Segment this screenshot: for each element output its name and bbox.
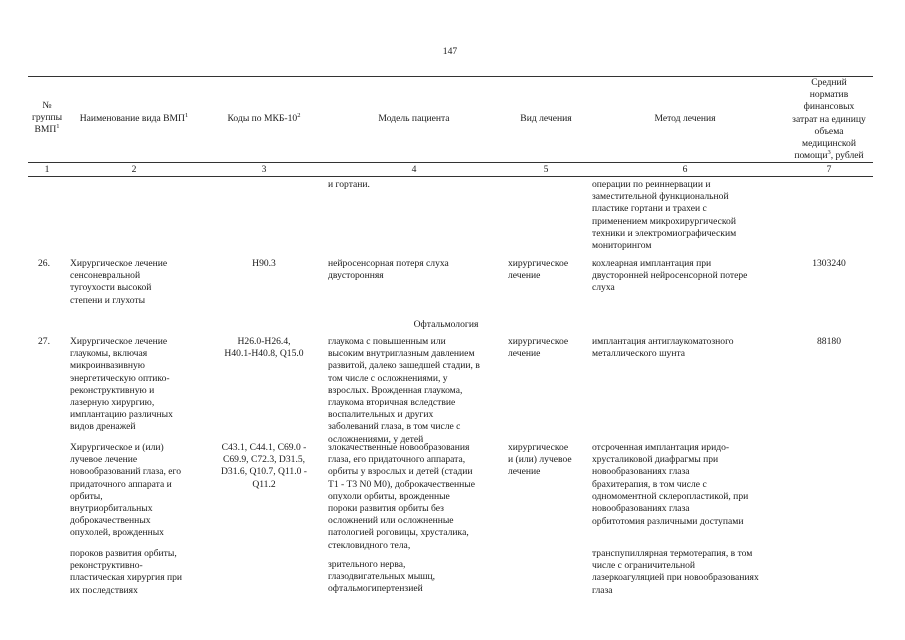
header-icd-codes <box>206 113 322 125</box>
row-number: 26. <box>38 258 50 269</box>
patient-model: глаукома с повышенным или высоким внутриглазным давлением развитой, далеко зашедшей стадии, в том числе с осложнениями, у взрослых. Врожденная глаукома, глаукома вторичная вследствие воспалительных и других заболеваний глаза, в том числе с осложнениями, у детей <box>328 336 480 445</box>
section-title: Офтальмология <box>413 319 479 330</box>
treatment-method: имплантация антиглаукоматозного металлического шунта <box>592 336 734 360</box>
treatment-type: хирургическое и (или) лучевое лечение <box>508 442 572 478</box>
icd-codes: H26.0-H26.4, H40.1-H40.8, Q15.0 <box>224 336 304 360</box>
patient-model-continued: зрительного нерва, глазодвигательных мышц, офтальмогипертензией <box>328 559 436 595</box>
cost-value: 88180 <box>817 336 841 347</box>
treatment-method: кохлеарная имплантация при двусторонней нейросенсорной потере слуха <box>592 258 748 294</box>
header-vmp-name <box>66 113 202 125</box>
cont-patient-model: и гортани. <box>328 179 370 190</box>
vmp-name: Хирургическое лечение сенсоневральной тугоухости высокой степени и глухоты <box>70 258 168 306</box>
footnote-mark: 2 <box>297 111 301 119</box>
row-number: 27. <box>38 336 50 347</box>
treatment-method: брахитерапия, в том числе с одномоментной склеропластикой, при новообразованиях глаза <box>592 479 749 515</box>
column-number: 6 <box>682 164 688 175</box>
treatment-method: транспупиллярная термотерапия, в том числе с ограничительной лазеркоагуляцией при новообразованиях глаза <box>592 548 759 596</box>
header-treatment-type: Вид лечения <box>520 113 572 124</box>
column-number: 4 <box>411 164 417 175</box>
patient-model: злокачественные новообразования глаза, его придаточного аппарата, орбиты у взрослых и детей (стадии T1 - T3 N0 M0), доброкачественные опухоли орбиты, врожденные пороки развития орбиты без осложнений или осложненные патологией роговицы, хрусталика, стекловидного тела, <box>328 442 475 551</box>
header-icd-codes-text: Коды по МКБ-10 <box>227 113 298 124</box>
header-cost <box>784 77 874 162</box>
treatment-type: хирургическое лечение <box>508 336 569 360</box>
treatment-method: отсроченная имплантация иридо- хрусталиковой диафрагмы при новообразованиях глаза <box>592 442 730 478</box>
icd-codes: H90.3 <box>252 258 276 269</box>
footnote-mark: 1 <box>184 111 189 119</box>
cost-value: 1303240 <box>812 258 846 269</box>
header-treatment-method: Метод лечения <box>654 113 716 124</box>
vmp-name: Хирургическое и (или) лучевое лечение новообразований глаза, его придаточного аппарата и орбиты, внутриорбитальных доброкачественных опухолей, врожденных <box>70 442 182 539</box>
icd-codes: C43.1, C44.1, C69.0 - C69.9, C72.3, D31.5, D31.6, Q10.7, Q11.0 - Q11.2 <box>221 442 307 490</box>
header-group-number <box>30 100 64 137</box>
column-number: 5 <box>543 164 549 175</box>
treatment-method: орбитотомия различными доступами <box>592 516 744 527</box>
page-number: 147 <box>442 46 458 57</box>
header-cost-unit: , рублей <box>830 150 864 162</box>
header-vmp-name-text: Наименование вида ВМП <box>79 113 185 124</box>
column-number: 3 <box>261 164 267 175</box>
header-patient-model: Модель пациента <box>378 113 450 124</box>
table-top-border <box>28 76 873 77</box>
treatment-type: хирургическое лечение <box>508 258 569 282</box>
footnote-mark: 3 <box>827 149 831 157</box>
column-number: 2 <box>131 164 137 175</box>
column-number: 1 <box>44 164 50 175</box>
footnote-mark: 1 <box>56 123 60 131</box>
cont-treatment-method: операции по реиннервации и заместительной функциональной пластике гортани и трахеи с применением микрохирургической техники и электромиографическим мониторингом <box>592 179 737 252</box>
vmp-name: Хирургическое лечение глаукомы, включая микроинвазивную энергетическую оптико- реконструктивную и лазерную хирургию, имплантацию различных видов дренажей <box>70 336 173 433</box>
header-bottom-border <box>28 162 873 163</box>
vmp-name-continued: пороков развития орбиты, реконструктивно- пластическая хирургия при их последствиях <box>70 548 183 596</box>
column-number: 7 <box>826 164 832 175</box>
header-cost-text: Средний норматив финансовых затрат на единицу объема медицинской помощи <box>792 77 866 162</box>
patient-model: нейросенсорная потеря слуха двусторонняя <box>328 258 449 282</box>
header-group-number-text: № группы ВМП <box>31 100 63 136</box>
